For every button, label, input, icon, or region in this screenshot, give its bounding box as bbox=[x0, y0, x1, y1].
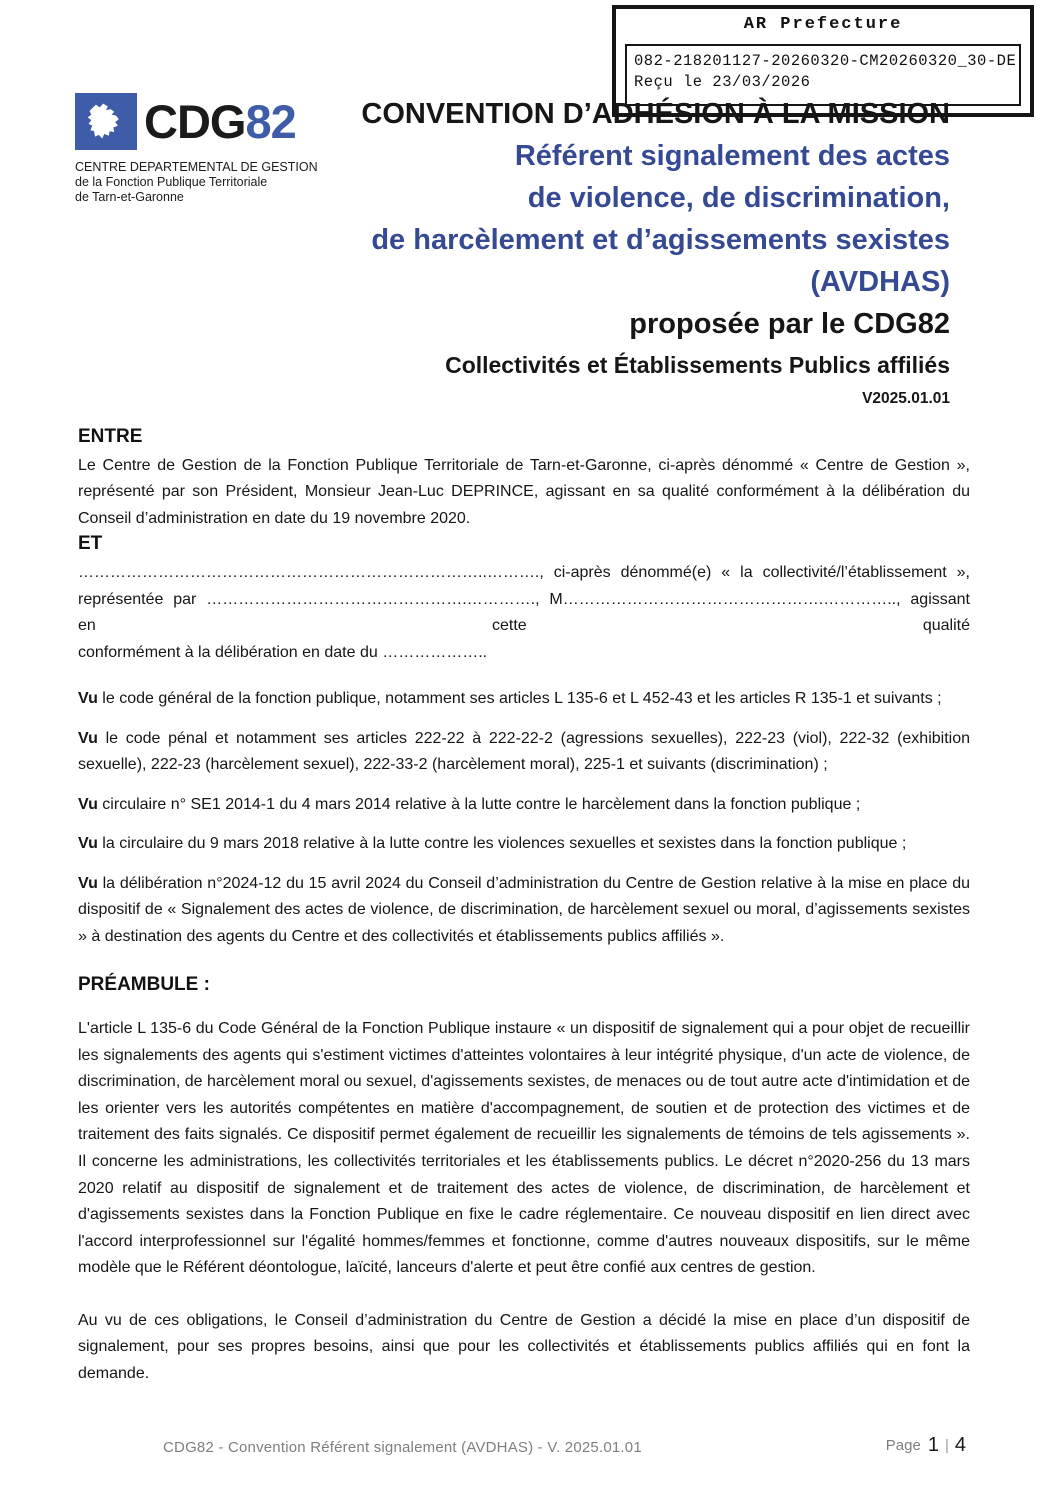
organization-name bbox=[75, 160, 318, 204]
et-line-3: conformément à la délibération en date du ……………….. bbox=[78, 643, 488, 661]
vu-text: circulaire n° SE1 2014-1 du 4 mars 2014 relative à la lutte contre le harcèlement dans la fonction publique ; bbox=[97, 795, 861, 813]
vu-label: Vu bbox=[78, 729, 98, 747]
et-line-2: représentée par ………………………………………….…………., M………………………………………….………….., agissant en cette qualité bbox=[78, 590, 970, 635]
preambule-paragraph: L'article L 135-6 du Code Général de la Fonction Publique instaure « un dispositif de signalement qui a pour objet de recueillir les signalements des agents qui s'estiment victimes d'atteintes volontaires à leur intégrité physique, d'un acte de violence, de discrimination, de harcèlement moral ou sexuel, d'agissements sexistes, de menaces ou de tout autre acte d'intimidation et de les orienter vers les autorités compétentes en matière d'accompagnement, de soutien et de protection des victimes et de traitement des faits signalés. Ce dispositif permet également de recueillir les signalements de témoins de tels agissements ». Il concerne les administrations, les collectivités territoriales et les établissements publics. Le décret n°2020-256 du 13 mars 2020 relatif au dispositif de signalement et de traitement des actes de violence, de discrimination, de harcèlement et d'agissements sexistes dans la Fonction Publique en fixe le cadre réglementaire. Ce nouveau dispositif en lien direct avec l'accord interprofessionnel sur l'égalité hommes/femmes et fonctionne, comme d'autres nouveaux dispositifs, sur le même modèle que le Référent déontologue, laïcité, lanceurs d'alerte et peut être confié aux centres de gestion. bbox=[78, 1020, 970, 1277]
proposed-by-line: proposée par le CDG82 bbox=[629, 308, 950, 340]
et-heading: ET bbox=[78, 533, 103, 555]
subtitle-blue-line-3: de harcèlement et d’agissements sexistes bbox=[371, 224, 950, 256]
vu-label: Vu bbox=[78, 795, 98, 813]
logo-acronym bbox=[144, 95, 296, 148]
vu-text: la circulaire du 9 mars 2018 relative à la lutte contre les violences sexuelles et sexistes dans la fonction publique ; bbox=[97, 835, 907, 853]
version-label: V2025.01.01 bbox=[862, 390, 950, 407]
vu-paragraph-3 bbox=[78, 792, 970, 819]
ar-prefecture-stamp bbox=[612, 5, 1034, 117]
page-label: Page bbox=[885, 1437, 921, 1454]
et-paragraph bbox=[78, 560, 970, 666]
subtitle-blue-line-4: (AVDHAS) bbox=[810, 266, 950, 298]
stamp-received-date: Reçu le 23/03/2026 bbox=[634, 72, 811, 91]
et-line-1: …………………………………………………………………..………., ci-après dénommé(e) « la collectivité/l’établissement », bbox=[78, 564, 970, 582]
stamp-reference-box bbox=[625, 44, 1021, 106]
logo-acronym-82: 82 bbox=[245, 95, 296, 148]
stamp-title: AR Prefecture bbox=[743, 15, 903, 34]
entre-paragraph: Le Centre de Gestion de la Fonction Publique Territoriale de Tarn-et-Garonne, ci-après dénommé « Centre de Gestion », représenté par son Président, Monsieur Jean-Luc DEPRINCE, agissant en sa qualité conformément à la délibération du Conseil d’administration en date du 19 novembre 2020. bbox=[78, 456, 970, 527]
cdg82-logo bbox=[75, 93, 318, 204]
page-total: 4 bbox=[954, 1434, 966, 1456]
subtitle-blue-line-2: de violence, de discrimination, bbox=[527, 182, 950, 214]
page-current: 1 bbox=[927, 1434, 939, 1456]
document-body bbox=[78, 425, 970, 1387]
vu-label: Vu bbox=[78, 835, 98, 853]
org-line-1: CENTRE DEPARTEMENTAL DE GESTION bbox=[75, 160, 318, 174]
vu-text: le code général de la fonction publique, notamment ses articles L 135-6 et L 452-43 et les articles R 135-1 et suivants ; bbox=[97, 690, 942, 708]
org-line-3: de Tarn-et-Garonne bbox=[75, 189, 184, 204]
entre-heading: ENTRE bbox=[78, 426, 143, 447]
department-map-icon bbox=[75, 93, 137, 150]
vu-label: Vu bbox=[78, 690, 98, 708]
org-line-2: de la Fonction Publique Territoriale bbox=[75, 174, 268, 189]
vu-paragraph-2 bbox=[78, 726, 970, 779]
vu-paragraph-5 bbox=[78, 871, 970, 951]
footer-document-reference: CDG82 - Convention Référent signalement (AVDHAS) - V. 2025.01.01 bbox=[163, 1439, 642, 1456]
page-footer bbox=[78, 1434, 980, 1464]
vu-label: Vu bbox=[78, 874, 98, 892]
vu-paragraph-4 bbox=[78, 831, 970, 858]
page-separator: | bbox=[944, 1437, 949, 1454]
affiliated-subtitle: Collectivités et Établissements Publics affiliés bbox=[445, 352, 950, 378]
vu-paragraph-1 bbox=[78, 686, 970, 713]
page-number bbox=[886, 1434, 966, 1457]
closing-paragraph: Au vu de ces obligations, le Conseil d’administration du Centre de Gestion a décidé la mise en place d’un dispositif de signalement, pour ses propres besoins, ainsi que pour les collectivités et établissements publics affiliés qui en font la demande. bbox=[78, 1311, 970, 1382]
vu-text: le code pénal et notamment ses articles 222-22 à 222-22-2 (agressions sexuelles), 222-23 (viol), 222-32 (exhibition sexuelle), 222-23 (harcèlement sexuel), 222-33-2 (harcèlement moral), 225-1 et suivants (discrimination) ; bbox=[78, 729, 970, 774]
logo-acronym-cdg: CDG bbox=[144, 95, 246, 148]
stamp-reference-number: 082-218201127-20260320-CM20260320_30-DE bbox=[634, 52, 1017, 70]
vu-text: la délibération n°2024-12 du 15 avril 2024 du Conseil d’administration du Centre de Gestion relative à la mise en place du dispositif de « Signalement des actes de violence, de discrimination, de harcèlement sexuel ou moral, d’agissements sexistes » à destination des agents du Centre et des collectivités et établissements publics affiliés ». bbox=[78, 874, 970, 946]
title-block bbox=[330, 93, 950, 413]
preambule-heading: PRÉAMBULE : bbox=[78, 973, 210, 995]
subtitle-blue-line-1: Référent signalement des actes bbox=[514, 140, 950, 172]
main-title: CONVENTION D’ADHÉSION À LA MISSION bbox=[361, 98, 950, 130]
